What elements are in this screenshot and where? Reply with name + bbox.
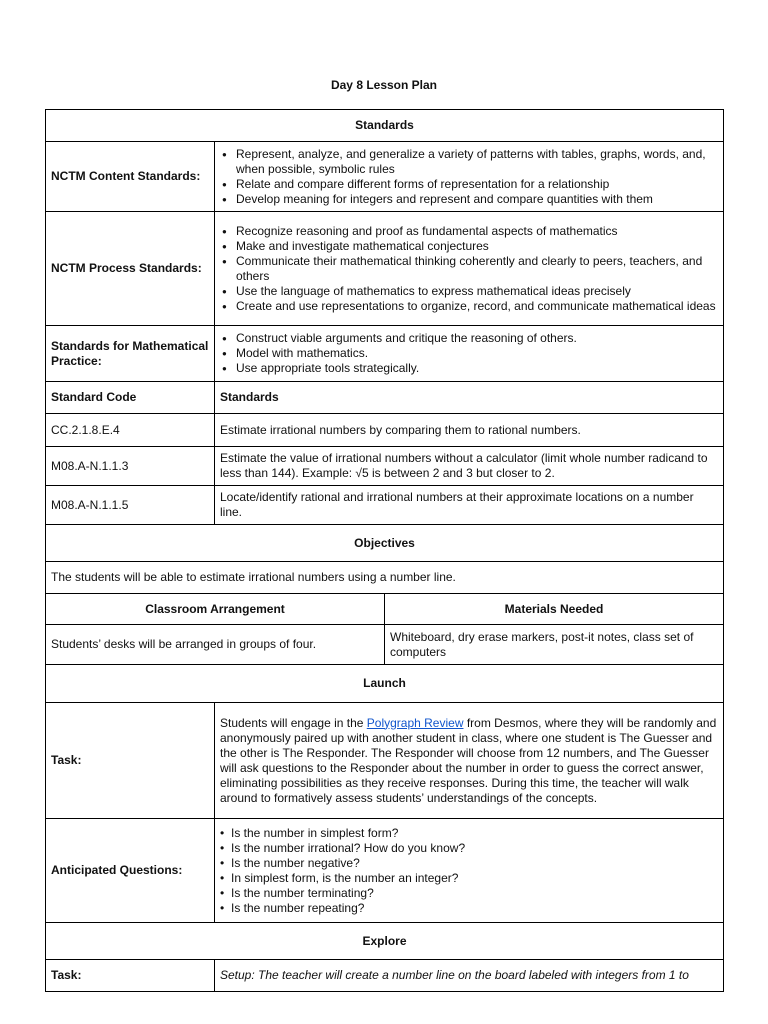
standards-column-header: Standards xyxy=(215,382,724,414)
content-standards-row xyxy=(46,142,724,212)
list-item: ● Relate and compare different forms of representation for a relationship xyxy=(220,177,718,192)
content-standards-label: NCTM Content Standards: xyxy=(46,142,215,212)
standard-code: CC.2.1.8.E.4 xyxy=(46,414,215,447)
objectives-text: The students will be able to estimate irrational numbers using a number line. xyxy=(46,562,724,594)
lesson-plan-table xyxy=(45,109,724,992)
standard-code: M08.A-N.1.1.5 xyxy=(46,486,215,525)
practice-standards-list xyxy=(220,331,718,376)
list-item: ● Communicate their mathematical thinking coherently and clearly to peers, teachers, and others xyxy=(220,254,718,284)
standards-header-row xyxy=(46,110,724,142)
standard-text: Estimate irrational numbers by comparing them to rational numbers. xyxy=(215,414,724,447)
explore-task-row xyxy=(46,960,724,992)
table-row xyxy=(46,414,724,447)
process-standards-row xyxy=(46,212,724,326)
objectives-row xyxy=(46,562,724,594)
content-standards-cell xyxy=(215,142,724,212)
process-standards-list xyxy=(220,224,718,314)
arrangement-header-row xyxy=(46,594,724,625)
list-item: ● Develop meaning for integers and represent and compare quantities with them xyxy=(220,192,718,207)
standard-text: Estimate the value of irrational numbers without a calculator (limit whole number radicand to less than 144). Example: √5 is between 2 and 3 but closer to 2. xyxy=(215,447,724,486)
task-text-start: Students will engage in the xyxy=(220,715,367,730)
table-row xyxy=(46,447,724,486)
standard-code: M08.A-N.1.1.3 xyxy=(46,447,215,486)
polygraph-review-link[interactable]: Polygraph Review xyxy=(366,715,464,730)
materials-needed-text: Whiteboard, dry erase markers, post-it notes, class set of computers xyxy=(385,625,724,665)
content-standards-list xyxy=(220,147,718,207)
materials-needed-header: Materials Needed xyxy=(385,594,724,625)
explore-task-text: Setup: The teacher will create a number line on the board labeled with integers from 1 to xyxy=(215,960,724,992)
classroom-arrangement-header: Classroom Arrangement xyxy=(46,594,385,625)
list-item: ● Recognize reasoning and proof as fundamental aspects of mathematics xyxy=(220,224,718,239)
page-title: Day 8 Lesson Plan xyxy=(330,78,438,92)
explore-header: Explore xyxy=(46,923,724,960)
list-item: • Is the number terminating? xyxy=(220,886,718,901)
anticipated-questions-cell xyxy=(215,819,724,923)
launch-header: Launch xyxy=(46,665,724,703)
list-item: • In simplest form, is the number an integer? xyxy=(220,871,718,886)
table-row xyxy=(46,486,724,525)
launch-task-row xyxy=(46,703,724,819)
list-item: • Is the number repeating? xyxy=(220,901,718,916)
process-standards-label: NCTM Process Standards: xyxy=(46,212,215,326)
practice-standards-row xyxy=(46,326,724,382)
list-item: ● Represent, analyze, and generalize a variety of patterns with tables, graphs, words, and, when possible, symbolic rules xyxy=(220,147,718,177)
launch-header-row xyxy=(46,665,724,703)
launch-task-text xyxy=(215,703,724,819)
practice-standards-label: Standards for Mathematical Practice: xyxy=(46,326,215,382)
standard-code-header-row xyxy=(46,382,724,414)
list-item: ● Model with mathematics. xyxy=(220,346,718,361)
anticipated-questions-list xyxy=(220,826,718,916)
list-item: ● Construct viable arguments and critique the reasoning of others. xyxy=(220,331,718,346)
standards-header: Standards xyxy=(46,110,724,142)
task-text-end: from Desmos, where they will be randomly and anonymously paired up with another student in class, where one student is The Guesser and the other is The Responder. The Responder will choose from 12 numbers, and The Guesser will ask questions to the Responder about the number in order to guess the correct answer, eliminating possibilities as they receive responses. During this time, the teacher will walk around to formatively assess students’ understandings of the concepts. xyxy=(220,715,717,805)
anticipated-questions-label: Anticipated Questions: xyxy=(46,819,215,923)
practice-standards-cell xyxy=(215,326,724,382)
launch-task-label: Task: xyxy=(46,703,215,819)
standard-text: Locate/identify rational and irrational numbers at their approximate locations on a number line. xyxy=(215,486,724,525)
list-item: • Is the number negative? xyxy=(220,856,718,871)
list-item: ● Use appropriate tools strategically. xyxy=(220,361,718,376)
list-item: ● Use the language of mathematics to express mathematical ideas precisely xyxy=(220,284,718,299)
classroom-arrangement-text: Students’ desks will be arranged in groups of four. xyxy=(46,625,385,665)
list-item: ● Make and investigate mathematical conjectures xyxy=(220,239,718,254)
explore-header-row xyxy=(46,923,724,960)
list-item: • Is the number in simplest form? xyxy=(220,826,718,841)
anticipated-questions-row xyxy=(46,819,724,923)
objectives-header: Objectives xyxy=(46,525,724,562)
standard-code-header: Standard Code xyxy=(46,382,215,414)
list-item: • Is the number irrational? How do you know? xyxy=(220,841,718,856)
list-item: ● Create and use representations to organize, record, and communicate mathematical ideas xyxy=(220,299,718,314)
arrangement-row xyxy=(46,625,724,665)
explore-task-label: Task: xyxy=(46,960,215,992)
objectives-header-row xyxy=(46,525,724,562)
process-standards-cell xyxy=(215,212,724,326)
